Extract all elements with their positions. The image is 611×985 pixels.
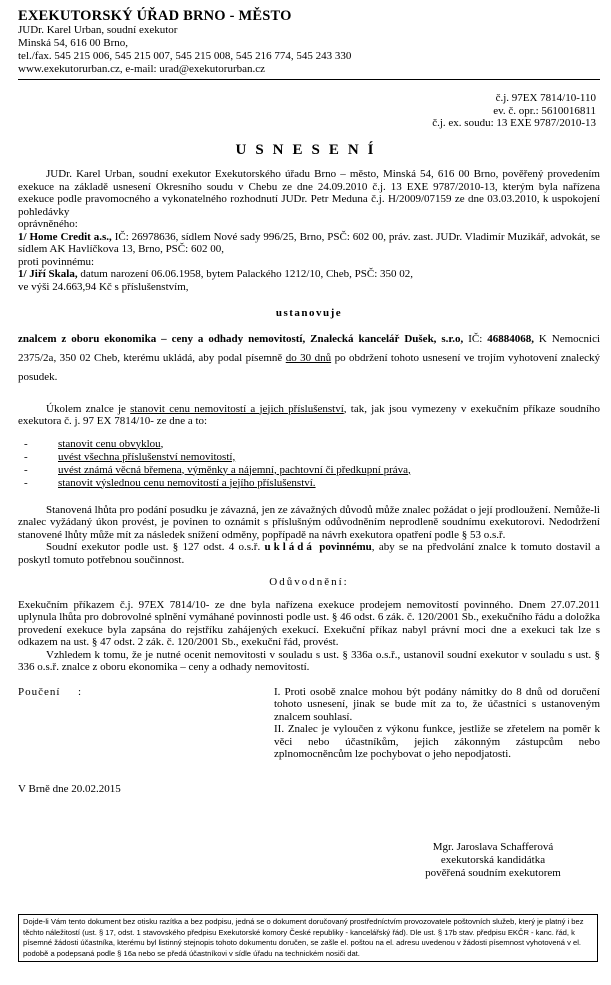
document-page	[18, 8, 600, 795]
signature-block	[408, 841, 578, 880]
task-paragraph	[18, 403, 600, 428]
list-item	[18, 464, 600, 477]
ustanovuje-heading: ustanovuje	[275, 307, 343, 319]
header-divider	[18, 79, 600, 80]
ref-cj: č.j. 97EX 7814/10-110	[495, 92, 596, 104]
office-address: Minská 54, 616 00 Brno,	[18, 37, 128, 49]
letterhead	[18, 8, 600, 80]
creditor-name: 1/ Home Credit a.s.,	[18, 230, 112, 243]
duty-povinnemu: povinnému	[314, 541, 372, 553]
list-item	[18, 477, 600, 490]
task-text-2: , tak, jak jsou vymezeny v exekučním příkaze soudního exekutora č. j. 97 EX 7814/10- ze dne a to:	[18, 402, 600, 427]
creditor-details: IČ: 26978636, sídlem Nové sady 996/25, Brno, PSČ: 602 00, práv. zast. JUDr. Vladimír Muzikář, advokát, se sídlem AK Havlíčkova 13, Brno, PSČ: 602 00,	[18, 230, 600, 255]
debtor	[18, 268, 600, 281]
instruction-item-1: I. Proti osobě znalce mohou být podány námitky do 8 dnů od doručení tohoto usnesení, jinak se bude mít za to, že účastníci s ustanoveným znalcem souhlasí.	[274, 685, 600, 723]
executor-name: JUDr. Karel Urban, soudní exekutor	[18, 24, 178, 36]
signatory-note: pověřená soudním exekutorem	[425, 867, 561, 879]
deadline-value: do 30 dnů	[285, 351, 332, 364]
appointment-paragraph	[18, 330, 600, 387]
debtor-label: proti povinnému:	[18, 255, 95, 268]
claim-amount: ve výši 24.663,94 Kč s příslušenstvím,	[18, 280, 189, 293]
task-item-text: uvést všechna příslušenství nemovitostí,	[58, 450, 236, 463]
duty-text-2: , aby se na předvolání znalce k tomuto dostavil a poskytl tomuto potřebnou součinnost.	[18, 541, 600, 566]
deadline-paragraph: Stanovená lhůta pro podání posudku je závazná, jen ze závažných důvodů může znalec požádat o její prodloužení. Nemůže-li znalec vyžádaný úkon provést, je povinen to oznámit s příslušným odůvodněním neprodleně soudnímu exekutorovi. Nedodržení stanovené lhůty může mít za následek snížení odměny, popřípadě na návrh exekutora opatření podle § 53 o.s.ř.	[18, 503, 600, 541]
instruction-items	[274, 686, 600, 761]
instruction-section	[18, 686, 600, 761]
document-title: USNESENÍ	[235, 141, 383, 158]
duty-text-1: Soudní exekutor podle ust. § 127 odst. 4 o.s.ř.	[46, 541, 265, 553]
instruction-label: Poučení	[18, 685, 61, 698]
list-item	[18, 451, 600, 464]
duty-paragraph	[18, 541, 600, 566]
task-item-text: uvést známá věcná břemena, výměnky a nájemní, pachtovní či předkupní práva,	[58, 463, 411, 476]
task-item-text: stanovit výslednou cenu nemovitostí a jejího příslušenství.	[58, 476, 316, 489]
instruction-colon: :	[78, 685, 82, 698]
reasoning-paragraph-2: Vzhledem k tomu, že je nutné ocenit nemovitosti v souladu s ust. § 336a o.s.ř., ustanovil soudní exekutor v souladu s ust. § 336 o.s.ř. znalce z oboru ekonomika – ceny a odhady nemovitostí.	[18, 648, 600, 673]
debtor-name: 1/ Jiří Skala,	[18, 268, 78, 280]
debtor-details: datum narození 06.06.1958, bytem Palackého 1212/10, Cheb, PSČ: 350 02,	[77, 268, 414, 280]
bullet-dash: -	[24, 463, 28, 476]
signatory-role: exekutorská kandidátka	[440, 854, 546, 866]
appointment-text-1: K Nemocnici 2375/2a, 350 02 Cheb, kterému ukládá, aby podal písemně	[18, 332, 601, 364]
ico-value: 46884068,	[487, 332, 534, 345]
reasoning-paragraph-1: Exekučním příkazem č.j. 97EX 7814/10- ze dne byla nařízena exekuce prodejem nemovitostí povinného. Dnem 27.07.2011 uplynula lhůta pro dobrovolné splnění vymáhané povinnosti podle ust. § 46 odst. 6 zák. č. 120/2001 Sb., exekučního řádu a doložka provedení exekuce byla zapsána do rejstříku zahájených exekucí. Exekuční příkaz nabyl právní moci dne a exekuci tak lze s odkazem na ust. § 47 odst. 2 zák. č. 120/2001 Sb., exekuční řád, provést.	[18, 598, 600, 648]
ico-label: IČ:	[463, 332, 488, 345]
ref-court: č.j. ex. soudu: 13 EXE 9787/2010-13	[432, 117, 596, 129]
reasoning-heading: Odůvodnění:	[269, 576, 349, 588]
office-phones: tel./fax. 545 215 006, 545 215 007, 545 215 008, 545 216 774, 545 243 330	[18, 50, 352, 62]
task-item-text: stanovit cenu obvyklou,	[58, 437, 164, 450]
bullet-dash: -	[24, 437, 28, 450]
creditor	[18, 231, 600, 256]
footer-notice: Dojde-li Vám tento dokument bez otisku razítka a bez podpisu, jedná se o dokument doručovaný prostředníctvím provozovatele poštovních služeb, který je platný i bez těchto náležitostí (ust. § 17, odst. 1 stavovského předpisu Exekutorské komory České republiky - kancelářský řád). Dle ust. § 17b stav. předpisu EKČR - kanc. řád, k písemné žádosti účastníka, kterému byl listinný stejnopis tohoto dokumentu doručen, se zašle el. poštou na el. adresu uvedenou v žádosti písemnost vyhotovená v el. podobě a podepsaná podle § 16a nebo se předá účastníkovi v sídle úřadu na technickém nosiči dat.	[18, 914, 598, 962]
uklada-word: ukládá	[264, 541, 315, 553]
creditor-label: oprávněného:	[18, 218, 78, 230]
office-name: EXEKUTORSKÝ ÚŘAD BRNO - MĚSTO	[18, 8, 292, 24]
office-web-email: www.exekutorurban.cz, e-mail: urad@exekutorurban.cz	[18, 63, 266, 75]
bullet-dash: -	[24, 476, 28, 489]
parties	[18, 218, 600, 293]
ref-ev: ev. č. opr.: 5610016811	[493, 104, 596, 117]
list-item	[18, 438, 600, 451]
task-list	[18, 438, 600, 490]
instruction-item-2: II. Znalec je vyloučen z výkonu funkce, jestliže se zřetelem na poměr k věci nebo účastníkům, jejich zákonným zástupcům nebo zplnomocněncům lze pochybovat o jeho nepodjatosti.	[274, 723, 600, 760]
appointment-text-2: po obdržení tohoto usnesení ve trojím vyhotovení znalecký posudek.	[18, 351, 600, 383]
date-place: V Brně dne 20.02.2015	[18, 782, 121, 795]
reference-numbers	[18, 92, 600, 130]
signatory-name: Mgr. Jaroslava Schafferová	[432, 841, 554, 853]
expert-field: znalcem z oboru ekonomika – ceny a odhady nemovitostí, Znalecká kancelář Dušek, s.r.o,	[18, 332, 464, 345]
task-text-1: Úkolem znalce je	[46, 402, 131, 415]
bullet-dash: -	[24, 450, 28, 463]
task-underlined: stanovit cenu nemovitostí a jejich příslušenství	[130, 402, 344, 415]
intro-paragraph: JUDr. Karel Urban, soudní exekutor Exekutorského úřadu Brno – město, Minská 54, 616 00 Brno, pověřený provedením exekuce na základě usnesení Okresního soudu v Chebu ze dne 24.09.2010 č.j. 13 EXE 9787/2010-13, kterým byla nařízena exekuce podle pravomocného a vykonatelného rozhodnutí JUDr. Petr Meduna č.j. H/2009/07159 ze dne 03.03.2010, k uspokojení pohledávky	[18, 168, 600, 218]
